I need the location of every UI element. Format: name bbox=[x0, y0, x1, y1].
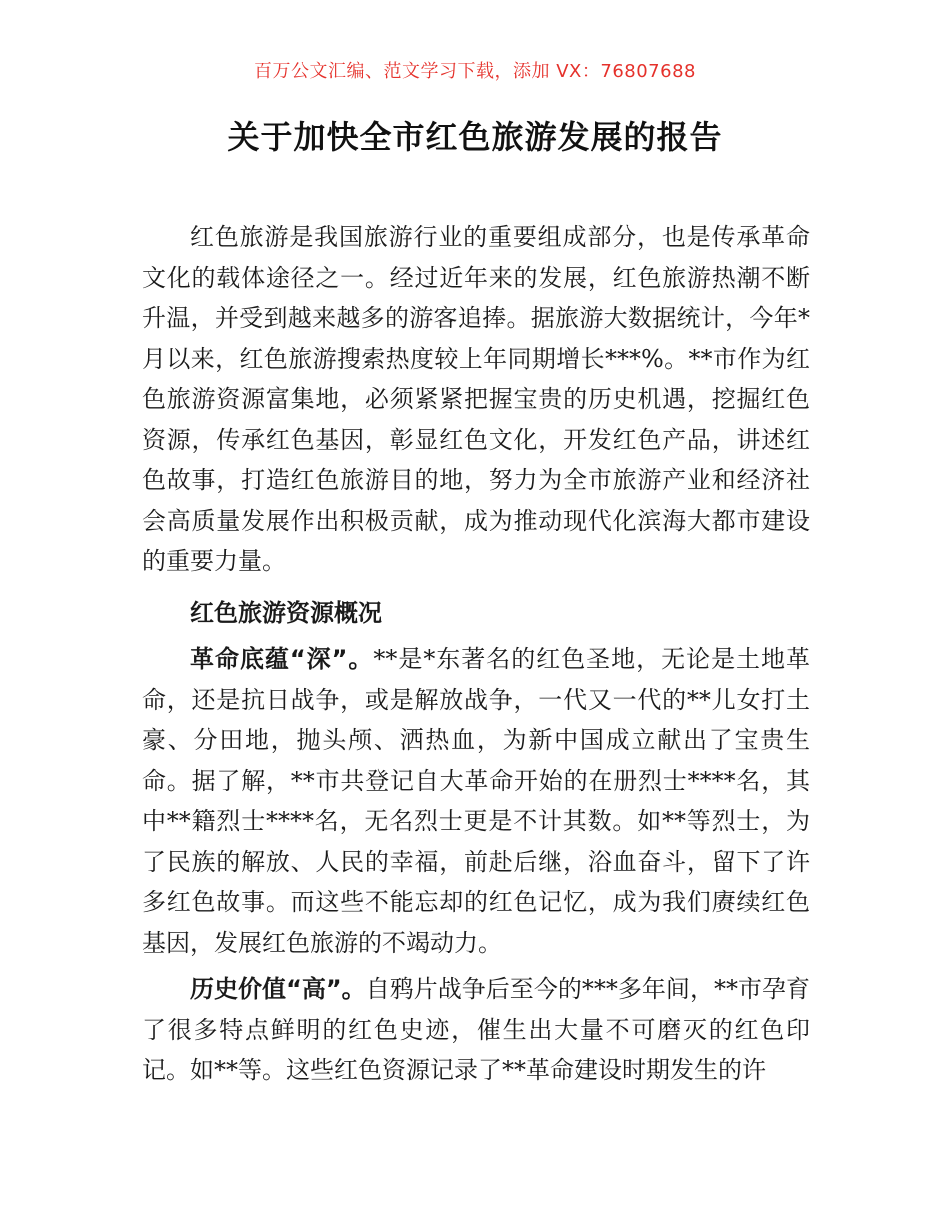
document-title: 关于加快全市红色旅游发展的报告 bbox=[227, 118, 723, 156]
document-body bbox=[142, 217, 810, 1091]
paragraph-lead: 历史价值“高”。 bbox=[190, 975, 366, 1003]
paragraph-text: **是*东著名的红色圣地，无论是土地革命，还是抗日战争，或是解放战争，一代又一代的**儿女打土豪、分田地，抛头颅、洒热血，为新中国成立献出了宝贵生命。据了解，**市共登记自大革命开始的在册烈士****名，其中**籍烈士****名，无名烈士更是不计其数。如**等烈士，为了民族的解放、人民的幸福，前赴后继，浴血奋斗，留下了许多红色故事。而这些不能忘却的红色记忆，成为我们赓续红色基因，发展红色旅游的不竭动力。 bbox=[142, 645, 811, 957]
section-heading: 红色旅游资源概况 bbox=[190, 598, 382, 627]
paragraph-lead: 革命底蕴“深”。 bbox=[190, 645, 374, 673]
paragraph-historical-value bbox=[142, 969, 810, 1091]
intro-paragraph: 红色旅游是我国旅游行业的重要组成部分，也是传承革命文化的载体途径之一。经过近年来的发展，红色旅游热潮不断升温，并受到越来越多的游客追捧。据旅游大数据统计，今年*月以来，红色旅游搜索热度较上年同期增长***%。**市作为红色旅游资源富集地，必须紧紧把握宝贵的历史机遇，挖掘红色资源，传承红色基因，彰显红色文化，开发红色产品，讲述红色故事，打造红色旅游目的地，努力为全市旅游产业和经济社会高质量发展作出积极贡献，成为推动现代化滨海大都市建设的重要力量。 bbox=[142, 223, 810, 575]
paragraph-revolution-heritage bbox=[142, 639, 810, 963]
paragraph-text: 自鸦片战争后至今的***多年间，**市孕育了很多特点鲜明的红色史迹，催生出大量不可磨灭的红色印记。如**等。这些红色资源记录了**革命建设时期发生的许 bbox=[142, 975, 811, 1084]
watermark-banner: 百万公文汇编、范文学习下载，添加 VX：76807688 bbox=[254, 61, 696, 82]
